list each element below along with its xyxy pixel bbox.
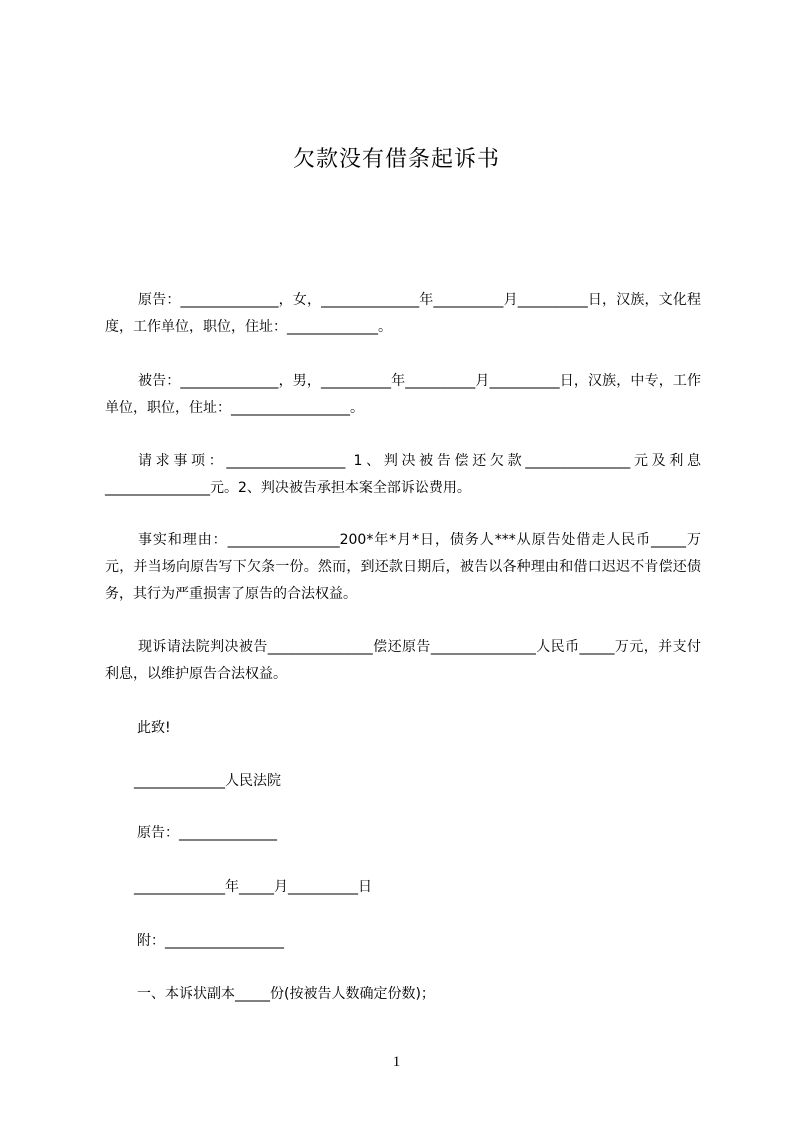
court-line: _____________人民法院 xyxy=(134,773,281,789)
defendant-paragraph: 被告：______________，男，__________年__________月__________日，汉族，中专，工作单位，职位，住址：_________________。 xyxy=(105,373,701,416)
plaintiff-paragraph: 原告：______________，女，______________年__________月__________日，汉族，文化程度，工作单位，职位，住址：_____________。 xyxy=(105,292,701,335)
document-title: 欠款没有借条起诉书 xyxy=(292,147,500,172)
attachment-item-1: 一、本诉状副本_____份(按被告人数确定份数)； xyxy=(137,986,435,1002)
attachment-label: 附：_________________ xyxy=(137,933,284,949)
facts-paragraph: 事实和理由：________________200*年*月*日，债务人***从原告处借走人民币_____万元，并当场向原告写下欠条一份。然而，到还款日期后，被告以各种理由和借口迟迟不肯偿还债务，其行为严重损害了原告的合法权益。 xyxy=(105,532,701,602)
closing-salutation: 此致! xyxy=(137,720,171,736)
request-paragraph: 现诉请法院判决被告_______________偿还原告_______________人民币_____万元，并支付利息，以维护原告合法权益。 xyxy=(105,639,701,682)
plaintiff-signature: 原告：______________ xyxy=(137,825,277,841)
page-number: 1 xyxy=(392,1054,401,1070)
date-line: _____________年_____月__________日 xyxy=(134,879,372,895)
claims-paragraph: 请求事项：_________________ 1、判决被告偿还欠款_______________元及利息_______________元。2、判决被告承担本案全部诉讼费用。 xyxy=(105,453,701,496)
